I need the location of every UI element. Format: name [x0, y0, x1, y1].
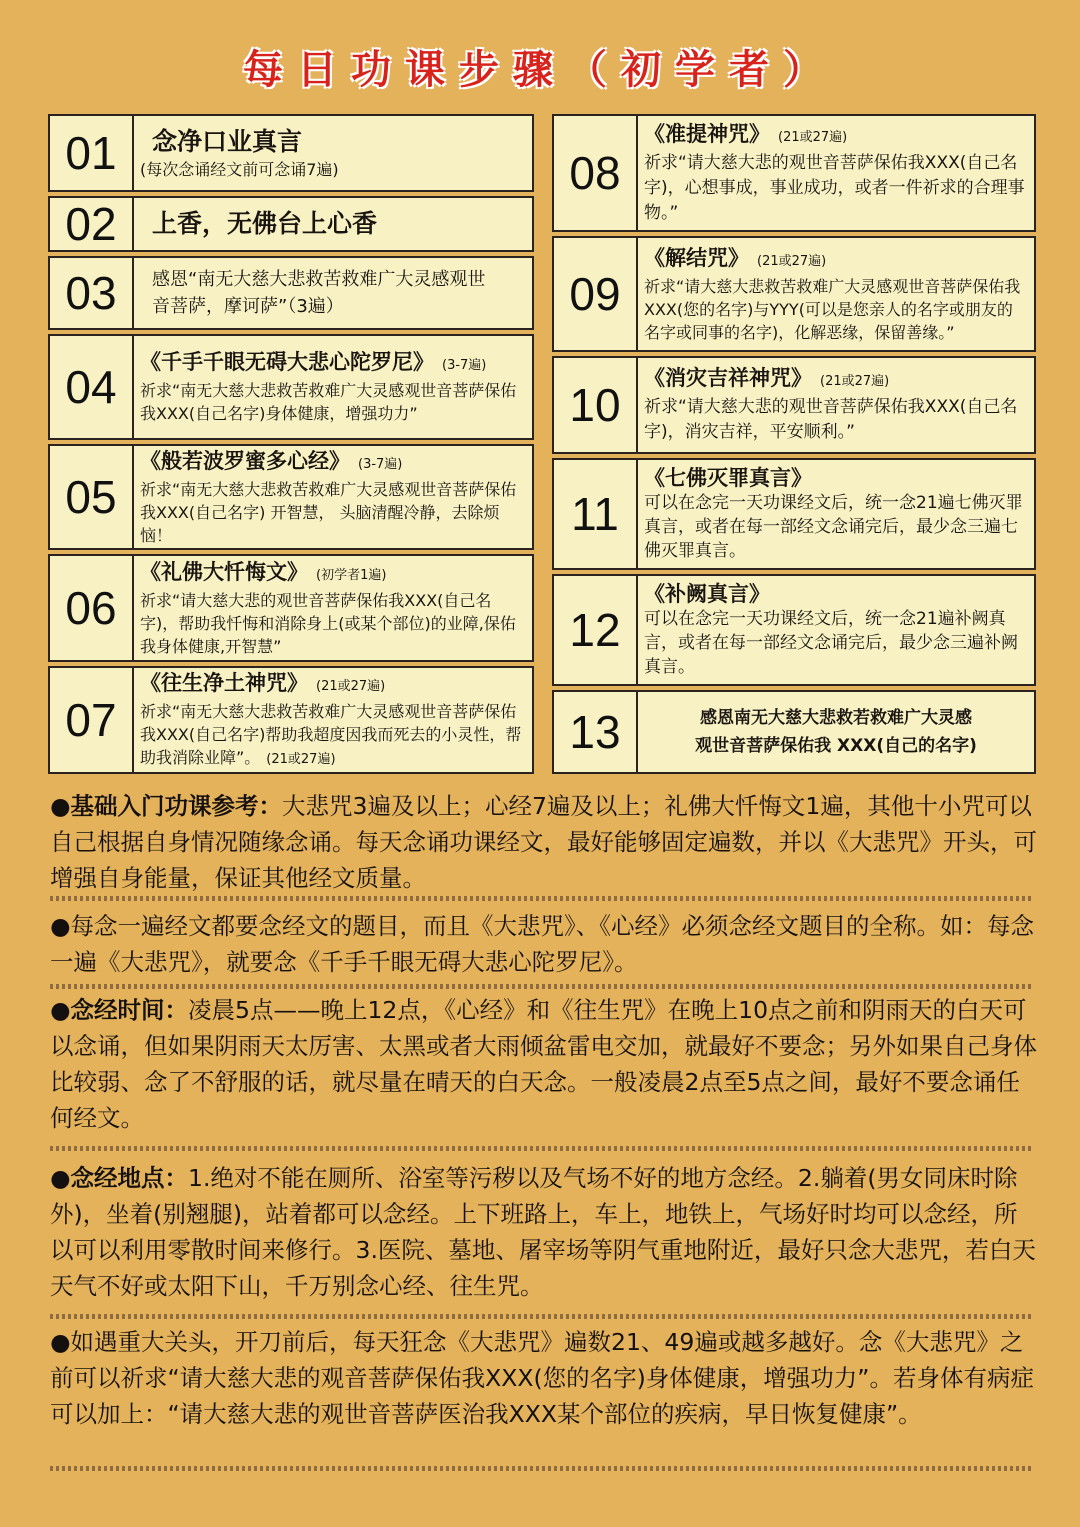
step-text: 祈求“请大慈大悲救苦救难广大灵感观世音菩萨保佑我XXX(您的名字)与YYY(可以是您亲人的名字或朋友的名字或同事的名字)，化解恶缘，保留善缘。” [644, 276, 1021, 342]
note-lead: ● [50, 1328, 71, 1356]
step-card-03 [48, 256, 534, 330]
step-card-02 [48, 196, 534, 252]
divider [50, 1466, 1034, 1471]
step-title: 《补阙真言》 [644, 582, 770, 606]
note-text: 大悲咒3遍及以上；心经7遍及以上；礼佛大忏悔文1遍，其他十小咒可以自己根据自身情况随缘念诵。每天念诵功课经文，最好能够固定遍数，并以《大悲咒》开头，可增强自身能量，保证其他经文质量。 [50, 792, 1037, 892]
divider [50, 984, 1034, 989]
step-number: 10 [554, 358, 638, 452]
note-text: 如遇重大关头，开刀前后，每天狂念《大悲咒》遍数21、49遍或越多越好。念《大悲咒》之前可以祈求“请大慈大悲的观音菩萨保佑我XXX(您的名字)身体健康，增强功力”。若身体有病症可以加上：“请大慈大悲的观世音菩萨医治我XXX某个部位的疾病，早日恢复健康”。 [50, 1328, 1034, 1428]
step-text: 祈求“南无大慈大悲救苦救难广大灵感观世音菩萨保佑我XXX(自己名字) 开智慧， 头脑清醒冷静，去除烦恼！ [140, 479, 517, 545]
step-title: 上香，无佛台上心香 [152, 209, 378, 238]
step-text: 可以在念完一天功课经文后，统一念21遍补阙真言，或者在每一部经文念诵完后，最少念三遍补阙真言。 [644, 609, 1018, 677]
step-card-01 [48, 114, 534, 192]
step-text: 感恩“南无大慈大悲救苦救难广大灵感观世音菩萨，摩诃萨”（3遍） [152, 269, 486, 317]
note-basic-practice [50, 788, 1040, 896]
step-repeat-count: (21或27遍) [778, 129, 848, 145]
step-repeat-count: (3-7遍) [442, 358, 487, 373]
step-repeat-count-2: (21或27遍) [266, 751, 336, 767]
step-card-11 [552, 458, 1036, 570]
step-title: 《准提神咒》 [644, 121, 770, 146]
step-text: 祈求“南无大慈大悲救苦救难广大灵感观世音菩萨保佑我XXX(自己名字)身体健康，增强功力” [140, 381, 517, 423]
step-card-12 [552, 574, 1036, 686]
note-lead: ●基础入门功课参考： [50, 792, 283, 820]
step-card-10 [552, 356, 1036, 454]
step-card-05 [48, 444, 534, 550]
step-card-13 [552, 690, 1036, 774]
step-number: 12 [554, 576, 638, 684]
step-number: 04 [50, 336, 134, 438]
note-lead: ● [50, 912, 71, 940]
step-text: 可以在念完一天功课经文后，统一念21遍七佛灭罪真言，或者在每一部经文念诵完后，最少念三遍七佛灭罪真言。 [644, 493, 1023, 561]
step-text: 祈求“请大慈大悲的观世音菩萨保佑我XXX(自己名字)，心想事成，事业成功，或者一件祈求的合理事物。” [644, 152, 1025, 223]
step-title: 《般若波罗蜜多心经》 [140, 448, 350, 473]
note-chanting-place [50, 1160, 1040, 1304]
step-text: 祈求“请大慈大悲的观世音菩萨保佑我XXX(自己名字)，帮助我忏悔和消除身上(或某个部位)的业障,保佑我身体健康,开智慧” [140, 590, 516, 656]
note-lead: ●念经时间： [50, 996, 189, 1024]
step-title: 《解结咒》 [644, 245, 749, 270]
step-repeat-count: (21或27遍) [757, 253, 827, 269]
note-text: 1.绝对不能在厕所、浴室等污秽以及气场不好的地方念经。2.躺着(男女同床时除外)，坐着(别翘腿)，站着都可以念经。上下班路上，车上，地铁上，气场好时均可以念经，所以可以利用零散时间来修行。3.医院、墓地、屠宰场等阴气重地附近，最好只念大悲咒，若白天天气不好或太阳下山，千万别念心经、往生咒。 [50, 1164, 1036, 1300]
step-text-line-2: 观世音菩萨保佑我 XXX(自己的名字) [695, 736, 977, 756]
step-card-09 [552, 236, 1036, 352]
step-number: 09 [554, 238, 638, 350]
step-card-06 [48, 554, 534, 662]
note-critical-moments [50, 1324, 1040, 1432]
step-card-08 [552, 114, 1036, 232]
divider [50, 1314, 1034, 1319]
step-title: 《七佛灭罪真言》 [644, 466, 812, 490]
step-title: 《往生净土神咒》 [140, 670, 308, 695]
step-number: 02 [50, 198, 134, 250]
note-lead: ●念经地点： [50, 1164, 189, 1192]
step-repeat-count: (21或27遍) [316, 678, 386, 694]
step-number: 01 [50, 116, 134, 190]
note-sutra-titles [50, 908, 1040, 980]
step-number: 06 [50, 556, 134, 660]
step-title: 《礼佛大忏悔文》 [140, 559, 308, 584]
note-chanting-time [50, 992, 1040, 1136]
page-title: 每日功课步骤（初学者） [243, 47, 837, 93]
step-title: 《消灾吉祥神咒》 [644, 366, 812, 390]
step-number: 13 [554, 692, 638, 772]
step-text: 祈求“南无大慈大悲救苦救难广大灵感观世音菩萨保佑我XXX(自己名字)帮助我超度因我而死去的小灵性，帮助我消除业障”。 [140, 701, 522, 767]
step-text: 祈求“请大慈大悲的观世音菩萨保佑我XXX(自己名字)，消灾吉祥，平安顺利。” [644, 397, 1018, 442]
step-card-04 [48, 334, 534, 440]
divider [50, 1146, 1034, 1151]
step-repeat-count: (3-7遍) [358, 456, 403, 472]
step-number: 11 [554, 460, 638, 568]
step-repeat-count: (初学者1遍) [316, 567, 387, 583]
step-title: 《千手千眼无碍大悲心陀罗尼》 [140, 350, 434, 374]
step-text-line-1: 感恩南无大慈大悲救若救难广大灵感 [700, 708, 972, 728]
step-number: 07 [50, 668, 134, 772]
step-repeat-count: (21或27遍) [820, 374, 890, 389]
step-note: (每次念诵经文前可念诵7遍) [140, 159, 339, 179]
step-number: 03 [50, 258, 134, 328]
step-card-07 [48, 666, 534, 774]
divider [50, 896, 1034, 901]
step-title: 念净口业真言 [152, 126, 303, 156]
note-text: 凌晨5点——晚上12点，《心经》和《往生咒》在晚上10点之前和阴雨天的白天可以念诵，但如果阴雨天太厉害、太黑或者大雨倾盆雷电交加，就最好不要念；另外如果自己身体比较弱、念了不舒服的话，就尽量在晴天的白天念。一般凌晨2点至5点之间，最好不要念诵任何经文。 [50, 996, 1037, 1132]
step-number: 08 [554, 116, 638, 230]
step-number: 05 [50, 446, 134, 548]
note-text: 每念一遍经文都要念经文的题目，而且《大悲咒》、《心经》必须念经文题目的全称。如：每念一遍《大悲咒》，就要念《千手千眼无碍大悲心陀罗尼》。 [50, 912, 1035, 976]
